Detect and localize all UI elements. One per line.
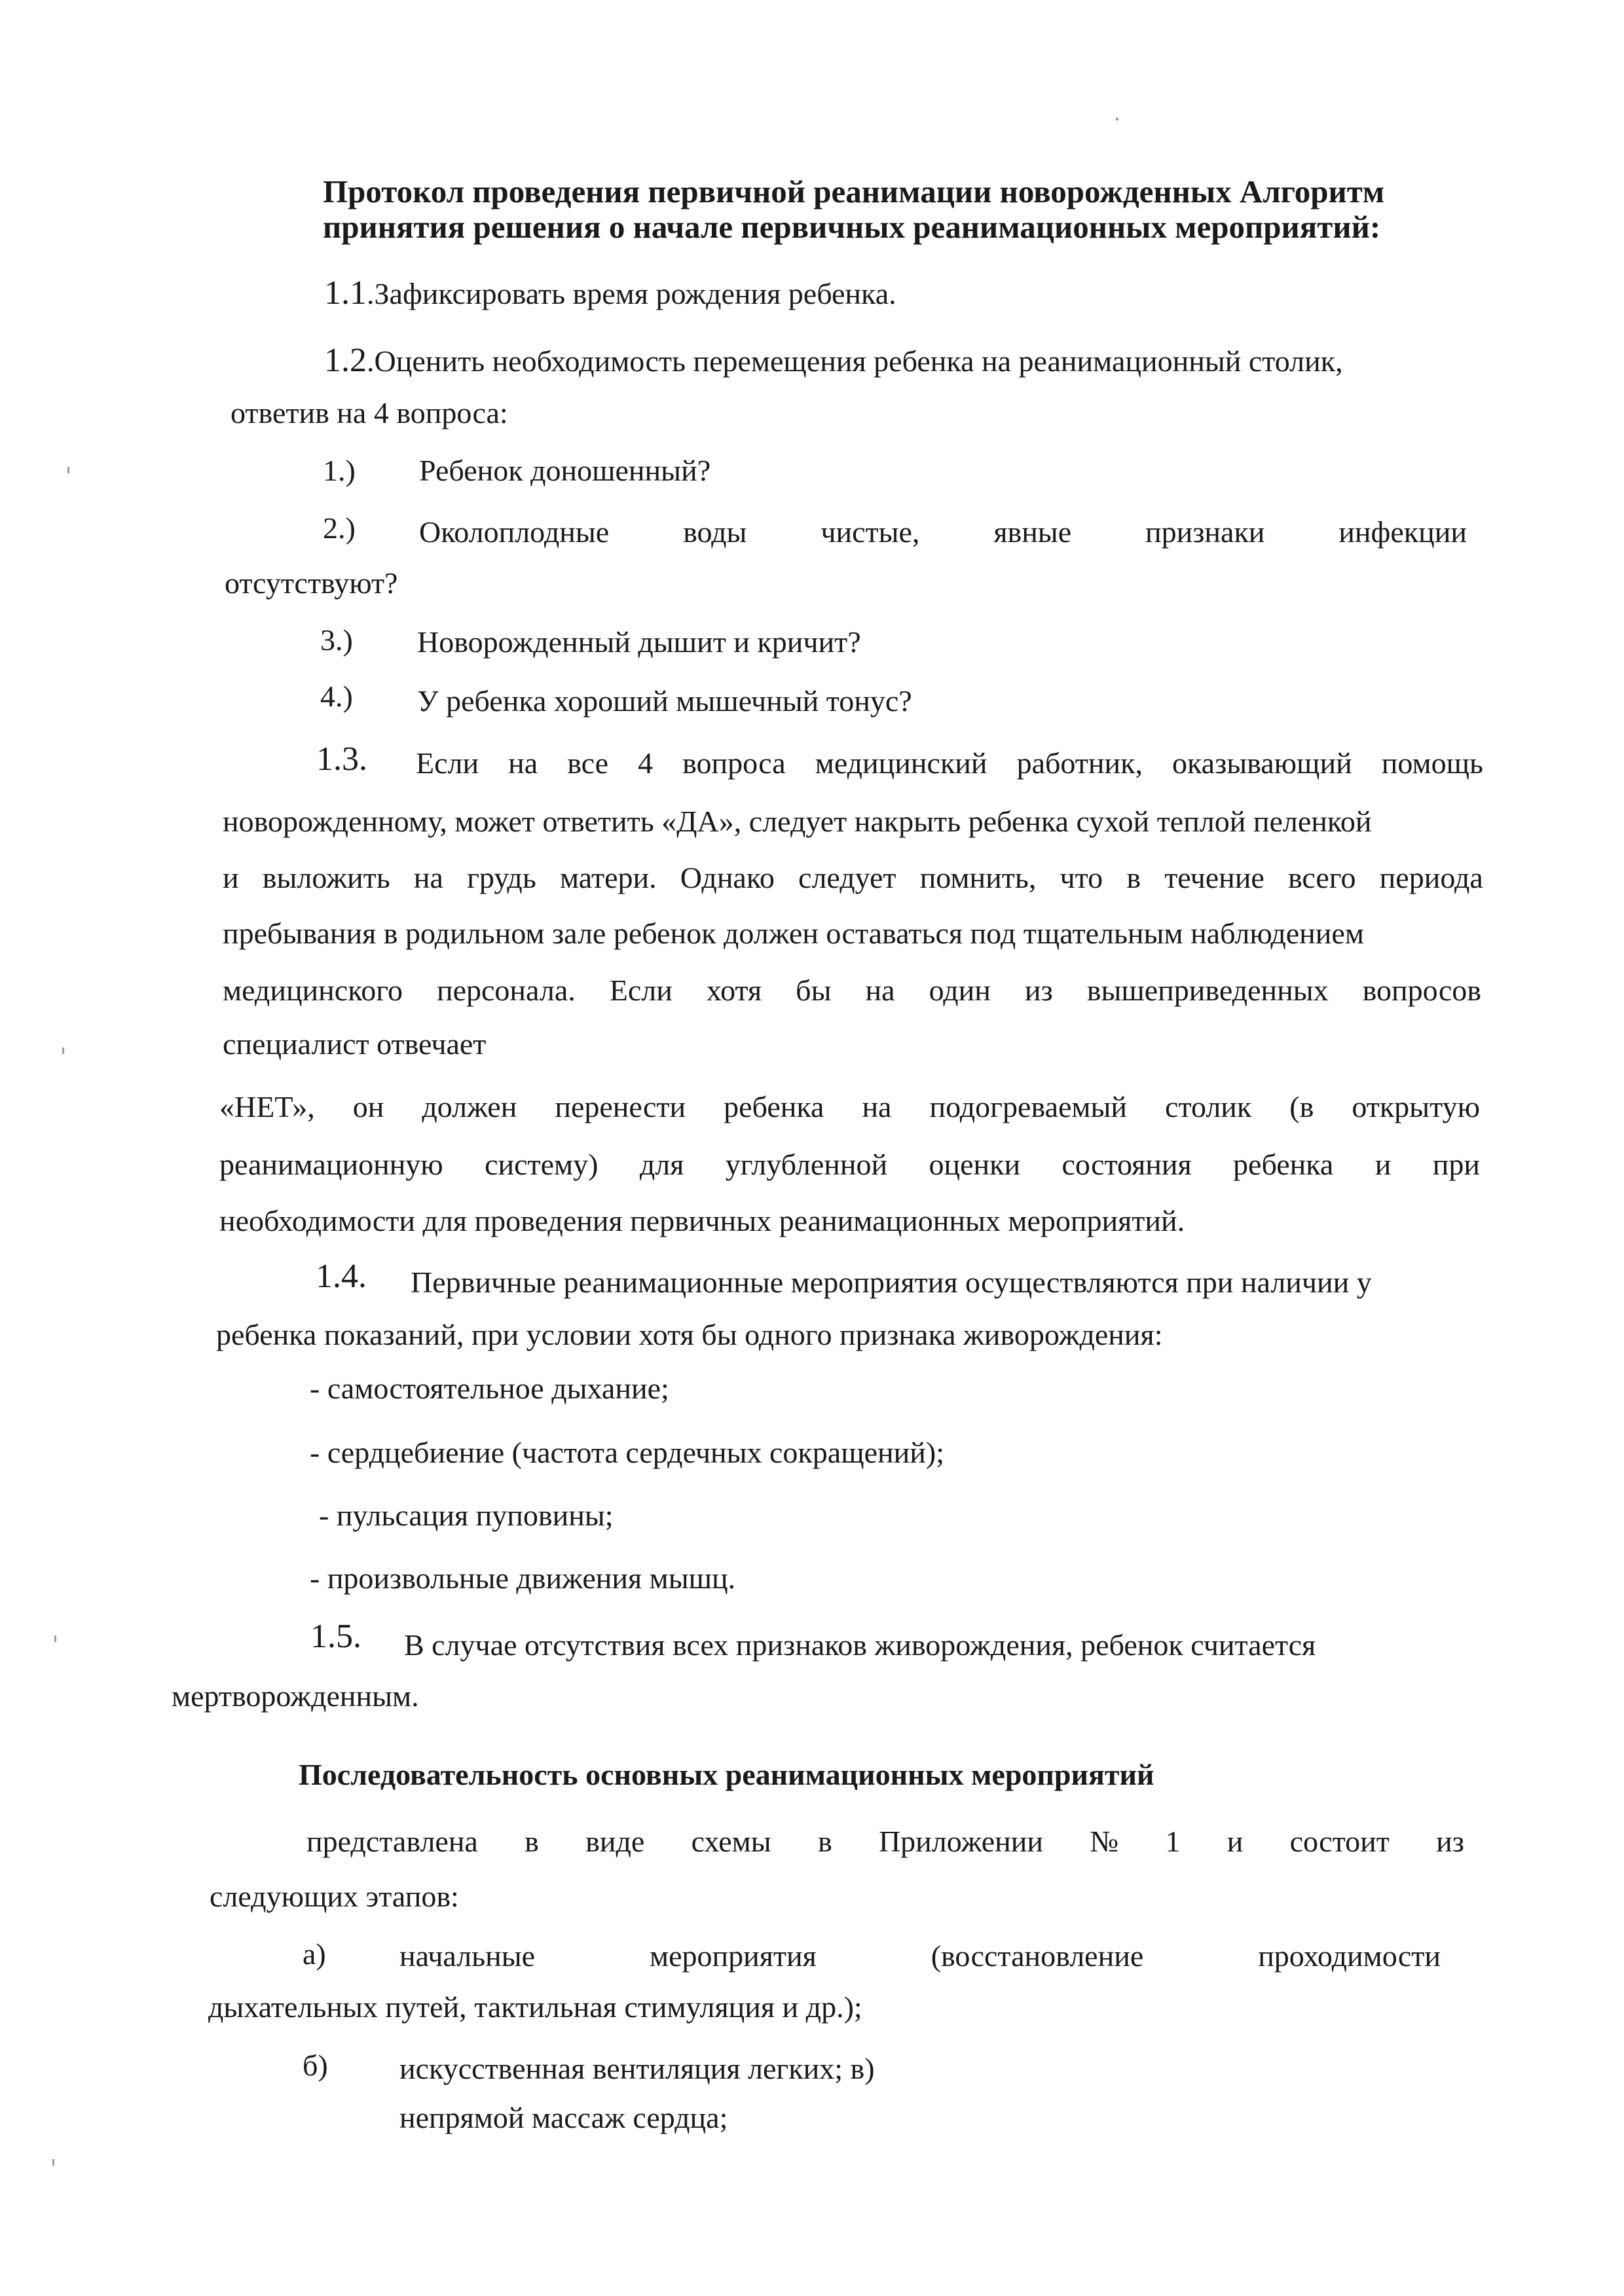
document-title-line-2: принятия решения о начале первичных реанимационных мероприятий: [323, 209, 1381, 245]
section-1-1 [324, 276, 896, 310]
word: ребенка [724, 1090, 824, 1123]
word: он [352, 1090, 384, 1123]
section-1-5-line-2: мертворожденным. [172, 1679, 419, 1713]
scan-speck [62, 1048, 64, 1054]
word: Если [416, 746, 479, 780]
word: медицинского [223, 974, 403, 1007]
question-2-number: 2.) [323, 511, 356, 545]
word: на [862, 1090, 892, 1123]
question-2-line-2: отсутствуют? [225, 566, 398, 600]
word: для [639, 1148, 684, 1181]
section-1-3-line-5 [223, 975, 1481, 1006]
section-1-3-line-9: необходимости для проведения первичных реанимационных мероприятий. [219, 1204, 1185, 1237]
word: Если [609, 974, 673, 1007]
word: всего [1287, 861, 1356, 894]
word: систему) [485, 1148, 599, 1181]
word: должен [422, 1090, 517, 1123]
word: в [525, 1825, 539, 1858]
question-4-number: 4.) [320, 680, 353, 713]
word: представлена [306, 1825, 478, 1858]
word: медицинский [815, 746, 987, 780]
sign-muscle-movements: - произвольные движения мышц. [310, 1561, 736, 1595]
question-2-line-1 [419, 517, 1467, 547]
word: помнить, [919, 861, 1037, 894]
section-1-3-line-2: новорожденному, может ответить «ДА», следует накрыть ребенка сухой теплой пеленкой [223, 805, 1372, 838]
document-title-line-1: Протокол проведения первичной реанимации новорожденных Алгоритм [323, 173, 1385, 210]
section-1-3-line-7 [219, 1092, 1480, 1122]
section-1-3-line-4: пребывания в родильном зале ребенок должен оставаться под тщательным наблюдением [223, 917, 1364, 950]
word: чистые, [821, 515, 920, 549]
sequence-line-1 [306, 1827, 1464, 1857]
stage-a-line-1 [399, 1941, 1441, 1971]
word: грудь [467, 861, 536, 894]
word: следует [798, 861, 896, 894]
section-1-5-number: 1.5. [310, 1618, 361, 1655]
word: в [1126, 861, 1141, 894]
word: состоит [1289, 1825, 1390, 1858]
word: в [817, 1825, 832, 1858]
word: бы [796, 974, 832, 1007]
section-1-3-line-8 [219, 1150, 1480, 1180]
word: ребенка [1233, 1148, 1334, 1181]
word: начальные [399, 1939, 536, 1973]
word: оказывающий [1172, 746, 1352, 780]
section-1-2-line-2: ответив на 4 вопроса: [231, 396, 508, 429]
word: реанимационную [219, 1148, 443, 1181]
stage-a-letter: а) [303, 1937, 326, 1971]
word: периода [1379, 861, 1483, 894]
word: «НЕТ», [219, 1090, 315, 1123]
word: персонала. [436, 974, 576, 1007]
word: и [1375, 1148, 1392, 1181]
word: на [413, 861, 443, 894]
section-1-4-line-1: Первичные реанимационные мероприятия осуществляются при наличии у [411, 1266, 1372, 1299]
section-number: 1.1 [324, 274, 367, 312]
stage-b-letter: б) [303, 2049, 328, 2082]
scan-speck [54, 1635, 56, 1642]
scan-speck [52, 2159, 54, 2166]
stage-b-text: искусственная вентиляция легких; в) [399, 2052, 875, 2085]
word: на [508, 746, 538, 780]
question-1-text: Ребенок доношенный? [419, 454, 711, 487]
word: перенести [555, 1090, 686, 1123]
section-1-4-line-2: ребенка показаний, при условии хотя бы одного признака живорождения: [216, 1318, 1163, 1351]
word: мероприятия [649, 1939, 817, 1973]
question-1-number: 1.) [323, 454, 356, 487]
section-1-4-number: 1.4. [316, 1258, 367, 1295]
word: помощь [1381, 746, 1483, 780]
word: оценки [929, 1148, 1021, 1181]
word: и [223, 861, 239, 894]
word: все [567, 746, 609, 780]
word: подогреваемый [929, 1090, 1128, 1123]
word: столик [1165, 1090, 1252, 1123]
scan-speck [1116, 118, 1118, 120]
section-1-3-number: 1.3. [316, 740, 367, 778]
word: признаки [1145, 515, 1265, 549]
word: и [1227, 1825, 1244, 1858]
word: инфекции [1338, 515, 1467, 549]
word: воды [683, 515, 747, 549]
word: 4 [638, 746, 654, 780]
word: проходимости [1258, 1939, 1441, 1973]
question-3-text: Новорожденный дышит и кричит? [417, 625, 861, 659]
word: из [1024, 974, 1053, 1007]
word: № [1090, 1825, 1119, 1858]
word: на [865, 974, 895, 1007]
word: виде [585, 1825, 645, 1858]
stage-a-line-2: дыхательных путей, тактильная стимуляция и др.); [208, 1990, 862, 2024]
word: вопроса [682, 746, 786, 780]
word: Однако [680, 861, 775, 894]
sequence-heading: Последовательность основных реанимационных мероприятий [299, 1758, 1154, 1791]
word: течение [1164, 861, 1264, 894]
sign-breathing: - самостоятельное дыхание; [310, 1372, 669, 1405]
section-1-3-line-1 [416, 748, 1483, 778]
question-3-number: 3.) [320, 623, 353, 657]
word: один [929, 974, 991, 1007]
word: Околоплодные [419, 515, 610, 549]
sign-heartbeat: - сердцебиение (частота сердечных сокращений); [310, 1436, 944, 1469]
sign-umbilical-pulsation: - пульсация пуповины; [319, 1499, 614, 1532]
question-4-text: У ребенка хороший мышечный тонус? [417, 684, 912, 718]
word: работник, [1016, 746, 1143, 780]
section-number: 1.2 [324, 342, 367, 379]
word: при [1432, 1148, 1480, 1181]
word: открытую [1352, 1090, 1480, 1123]
section-text: .Зафиксировать время рождения ребенка. [367, 277, 896, 310]
word: вопросов [1362, 974, 1481, 1007]
word: что [1060, 861, 1103, 894]
section-text: .Оценить необходимость перемещения ребенка на реанимационный столик, [367, 344, 1343, 378]
word: из [1436, 1825, 1464, 1858]
section-1-3-line-6: специалист отвечает [223, 1027, 487, 1061]
word: (в [1289, 1090, 1314, 1123]
word: (восстановление [931, 1939, 1144, 1973]
scan-speck [67, 467, 69, 473]
word: вышеприведенных [1086, 974, 1329, 1007]
word: углубленной [725, 1148, 888, 1181]
word: явные [993, 515, 1072, 549]
word: 1 [1165, 1825, 1181, 1858]
section-1-3-line-3 [223, 863, 1483, 893]
word: хотя [706, 974, 762, 1007]
word: состояния [1061, 1148, 1192, 1181]
stage-c-text: непрямой массаж сердца; [399, 2101, 728, 2134]
section-1-5-line-1: В случае отсутствия всех признаков живорождения, ребенок считается [404, 1628, 1316, 1662]
word: матери. [559, 861, 657, 894]
section-1-2-line-1 [324, 344, 1343, 378]
sequence-line-2: следующих этапов: [210, 1880, 459, 1913]
word: схемы [691, 1825, 771, 1858]
word: выложить [262, 861, 390, 894]
word: Приложении [878, 1825, 1044, 1858]
